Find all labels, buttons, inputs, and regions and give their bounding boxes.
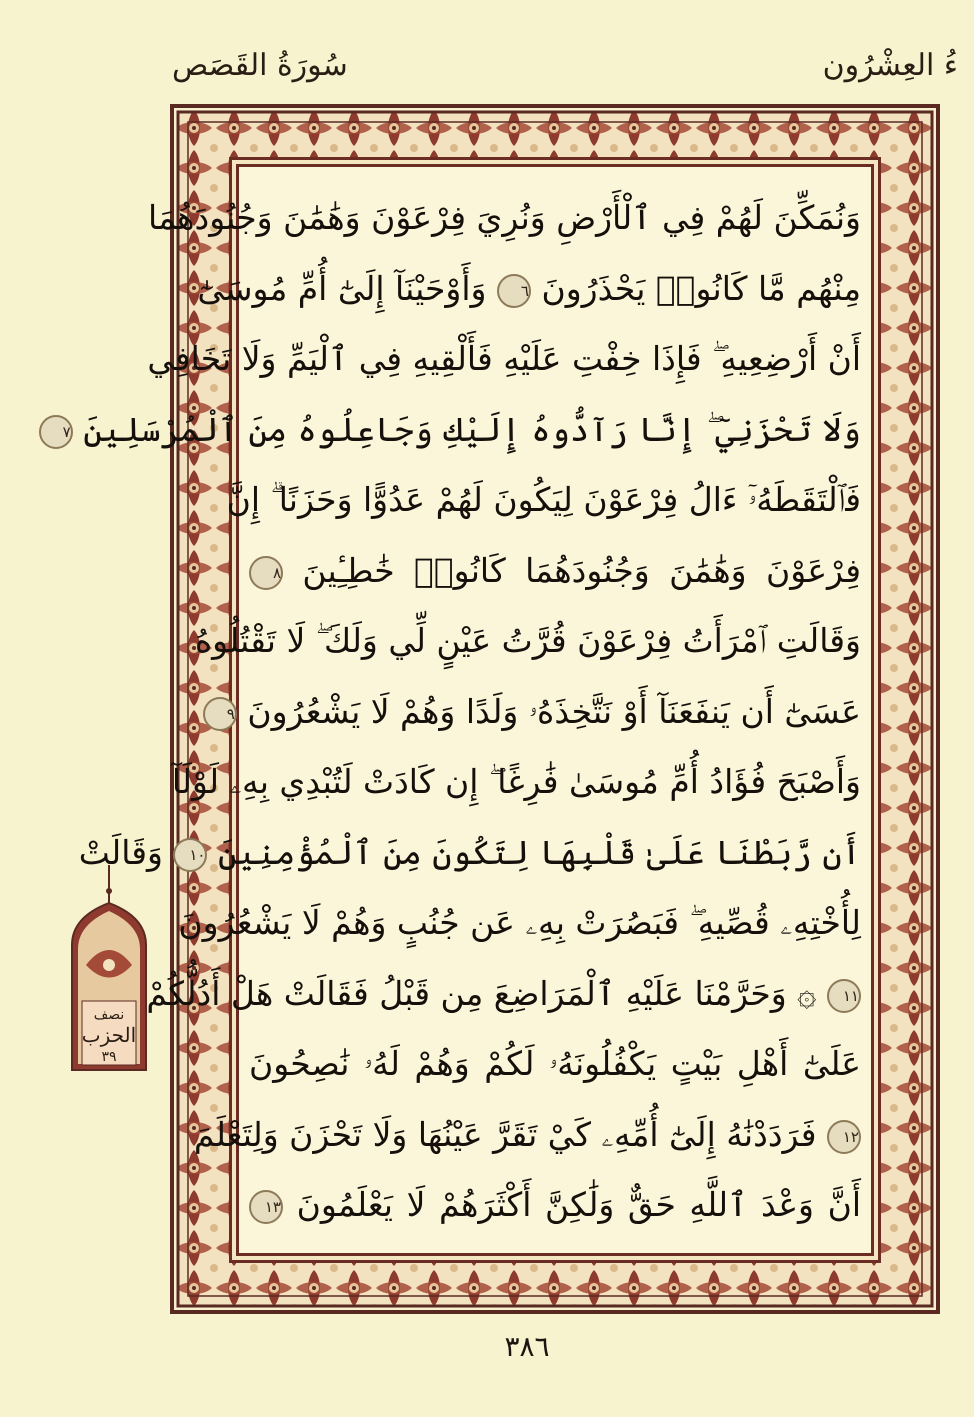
verse-line-12: ١١ ۞ وَحَرَّمْنَا عَلَيْهِ ٱلْمَرَاضِعَ مِن قَبْلُ فَقَالَتْ هَلْ أَدُلُّكُمْ (146, 973, 859, 1013)
verse-line-11: لِأُخْتِهِۦ قُصِّيهِ ۖ فَبَصُرَتْ بِهِۦ عَن جُنُبٍ وَهُمْ لَا يَشْعُرُونَ (178, 903, 861, 942)
ayah-number-marker: ٦ (497, 274, 531, 308)
verse-line-2: مِنْهُم مَّا كَانُوا۟ يَحْذَرُونَ ٦ وَأَوْحَيْنَآ إِلَىٰٓ أُمِّ مُوسَىٰٓ (197, 268, 861, 308)
ayah-number-marker: ١٠ (173, 838, 207, 872)
verse-line-6: فِرْعَوْنَ وَهَٰمَٰنَ وَجُنُودَهُمَا كَانُوا۟ خَٰطِـِٔينَ ٨ (249, 536, 861, 607)
verse-line-4: وَلَا تَحْزَنِيٓ ۖ إِنَّا رَآدُّوهُ إِلَيْكِ وَجَاعِلُوهُ مِنَ ٱلْمُرْسَلِينَ ٧ (249, 395, 861, 466)
juz-title: ءُ العِشْرُون (822, 48, 958, 83)
verse-line-8: عَسَىٰٓ أَن يَنفَعَنَآ أَوْ نَتَّخِذَهُۥ وَلَدًا وَهُمْ لَا يَشْعُرُونَ ٩ (249, 677, 861, 748)
verse-line-3: أَنْ أَرْضِعِيهِ ۖ فَإِذَا خِفْتِ عَلَيْهِ فَأَلْقِيهِ فِي ٱلْيَمِّ وَلَا تَخَافِي (147, 339, 861, 378)
ayah-number-marker: ١١ (827, 979, 861, 1013)
verse-line-13: عَلَىٰٓ أَهْلِ بَيْتٍ يَكْفُلُونَهُۥ لَكُمْ وَهُمْ لَهُۥ نَٰصِحُونَ (249, 1044, 861, 1083)
ayah-number-marker: ١٢ (827, 1120, 861, 1154)
page-number: ٣٨٦ (504, 1330, 550, 1363)
verse-line-9: وَأَصْبَحَ فُؤَادُ أُمِّ مُوسَىٰ فَٰرِغًا ۖ إِن كَادَتْ لَتُبْدِي بِهِۦ لَوْلَآ (171, 762, 861, 801)
verse-line-10: أَن رَّبَطْنَا عَلَىٰ قَلْبِهَا لِتَكُونَ مِنَ ٱلْمُؤْمِنِينَ ١٠ وَقَالَتْ (78, 832, 861, 872)
surah-title: سُورَةُ القَصَص (172, 48, 348, 83)
verse-line-1: وَنُمَكِّنَ لَهُمْ فِي ٱلْأَرْضِ وَنُرِيَ فِرْعَوْنَ وَهَٰمَٰنَ وَجُنُودَهُمَا (148, 198, 861, 237)
hizb-marker (64, 865, 154, 1075)
verse-line-5: فَٱلْتَقَطَهُۥٓ ءَالُ فِرْعَوْنَ لِيَكُونَ لَهُمْ عَدُوًّا وَحَزَنًا ۗ إِنَّ (226, 480, 861, 519)
ayah-number-marker: ٧ (39, 415, 73, 449)
hizb-label: الحزب (81, 1023, 137, 1047)
ayah-number-marker: ١٣ (249, 1190, 283, 1224)
verse-line-15: أَنَّ وَعْدَ ٱللَّهِ حَقٌّ وَلَٰكِنَّ أَكْثَرَهُمْ لَا يَعْلَمُونَ ١٣ (249, 1170, 861, 1241)
ayah-number-marker: ٨ (249, 556, 283, 590)
verse-line-7: وَقَالَتِ ٱمْرَأَتُ فِرْعَوْنَ قُرَّتُ عَيْنٍ لِّي وَلَكَ ۖ لَا تَقْتُلُوهُ (194, 621, 861, 660)
hizb-number: ٣٩ (101, 1049, 117, 1065)
ayah-number-marker: ٩ (203, 697, 237, 731)
page-header (0, 48, 974, 98)
hizb-half-label: نصف (93, 1007, 125, 1023)
verse-line-14: ١٢ فَرَدَدْنَٰهُ إِلَىٰٓ أُمِّهِۦ كَيْ تَقَرَّ عَيْنُهَا وَلَا تَحْزَنَ وَلِتَعْلَمَ (193, 1114, 859, 1154)
